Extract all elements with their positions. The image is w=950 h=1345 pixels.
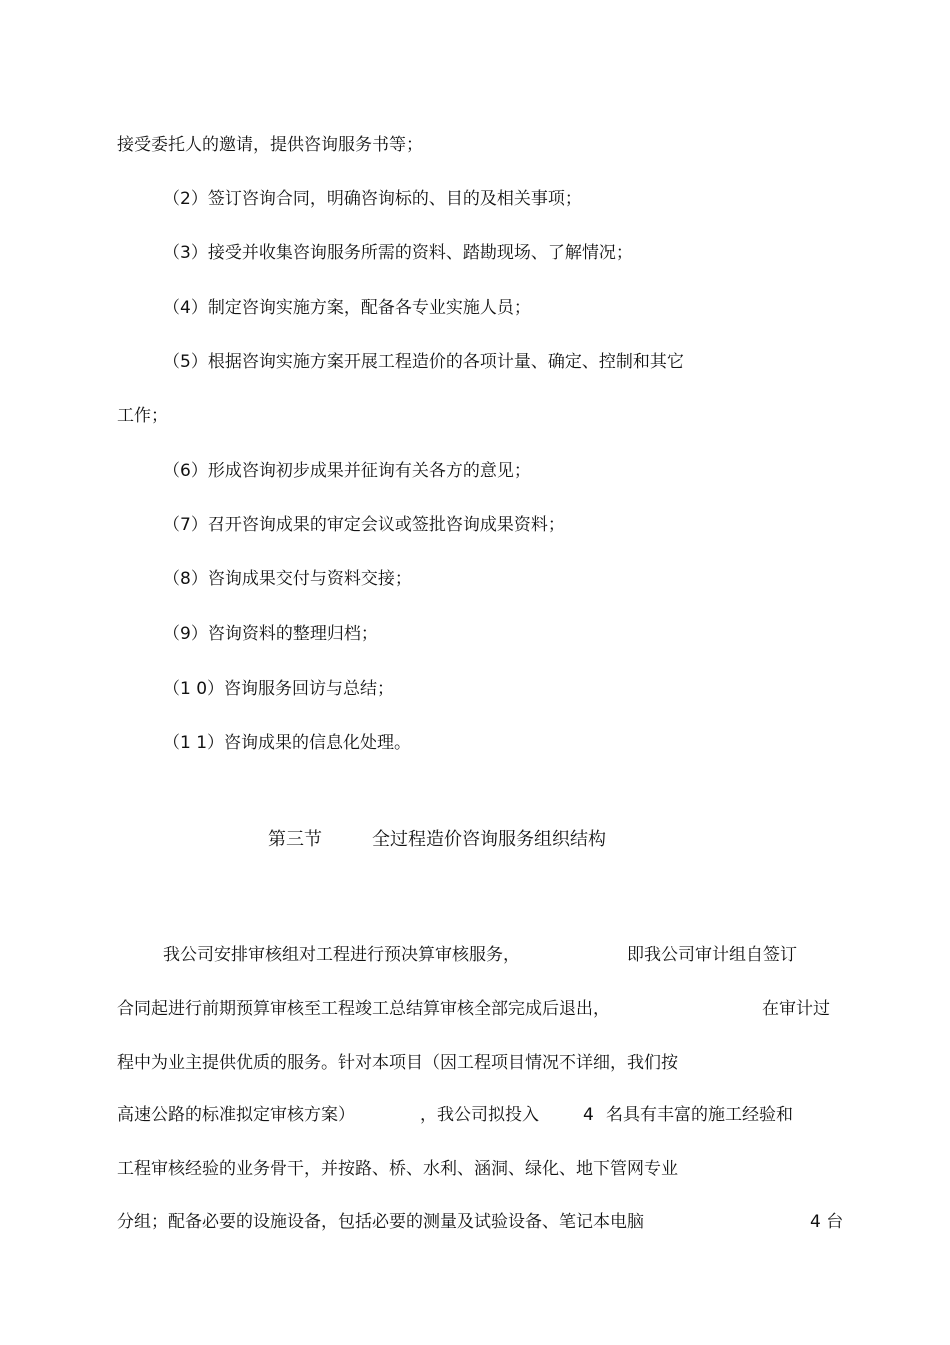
paragraph-line-2b: 在审计过 [762, 999, 830, 1019]
paragraph-line-1a: 我公司安排审核组对工程进行预决算审核服务， [163, 945, 520, 965]
paragraph-line-4c: 4 [583, 1105, 594, 1125]
step-item-11: （1 1）咨询成果的信息化处理。 [163, 733, 412, 753]
paragraph-line-2a: 合同起进行前期预算审核至工程竣工总结算审核全部完成后退出， [117, 999, 610, 1019]
paragraph-line-5: 工程审核经验的业务骨干，并按路、桥、水利、涵洞、绿化、地下管网专业 [117, 1159, 678, 1179]
step-item-9: （9）咨询资料的整理归档； [163, 624, 378, 644]
paragraph-line-4d: 名具有丰富的施工经验和 [606, 1105, 793, 1125]
paragraph-line-6b: 4 台 [810, 1212, 844, 1232]
paragraph-line-4a: 高速公路的标准拟定审核方案） [117, 1105, 355, 1125]
list-intro-tail: 接受委托人的邀请，提供咨询服务书等； [117, 135, 423, 155]
paragraph-line-1b: 即我公司审计组自签订 [627, 945, 797, 965]
step-item-6: （6）形成咨询初步成果并征询有关各方的意见； [163, 461, 531, 481]
step-item-5-continued: 工作； [117, 406, 168, 426]
step-item-10: （1 0）咨询服务回访与总结； [163, 679, 395, 699]
step-item-5: （5）根据咨询实施方案开展工程造价的各项计量、确定、控制和其它 [163, 352, 684, 372]
step-item-8: （8）咨询成果交付与资料交接； [163, 569, 412, 589]
step-item-3: （3）接受并收集咨询服务所需的资料、踏勘现场、了解情况； [163, 243, 633, 263]
step-item-2: （2）签订咨询合同，明确咨询标的、目的及相关事项； [163, 189, 582, 209]
paragraph-line-4b: ，我公司拟投入 [420, 1105, 539, 1125]
section-title: 全过程造价咨询服务组织结构 [372, 829, 606, 850]
step-item-4: （4）制定咨询实施方案，配备各专业实施人员； [163, 298, 531, 318]
paragraph-line-3: 程中为业主提供优质的服务。针对本项目（因工程项目情况不详细，我们按 [117, 1053, 678, 1073]
paragraph-line-6a: 分组；配备必要的设施设备，包括必要的测量及试验设备、笔记本电脑 [117, 1212, 644, 1232]
section-number: 第三节 [268, 829, 322, 850]
step-item-7: （7）召开咨询成果的审定会议或签批咨询成果资料； [163, 515, 565, 535]
